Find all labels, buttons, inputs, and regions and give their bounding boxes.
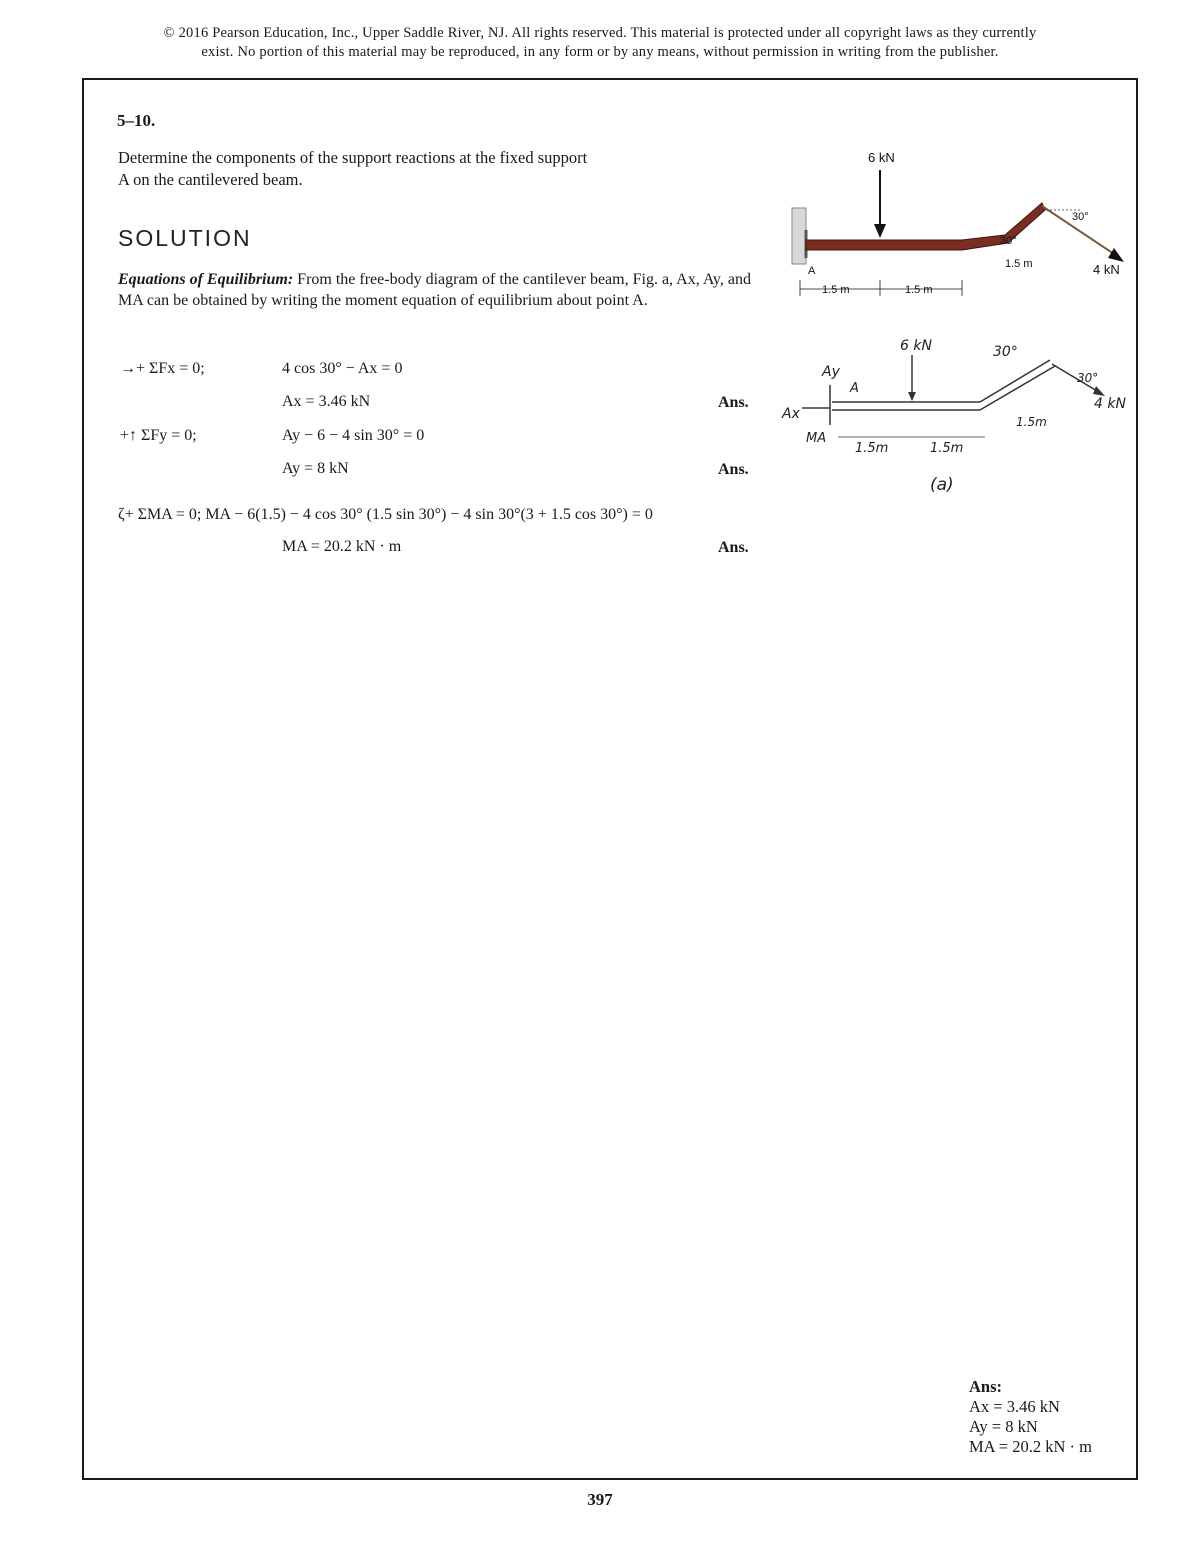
angle-label-2: 30° (1000, 235, 1017, 247)
copyright-line-1: © 2016 Pearson Education, Inc., Upper Saddle River, NJ. All rights reserved. This material is protected under all copyright laws as they currently (163, 25, 1037, 41)
problem-number: 5–10. (117, 111, 156, 130)
fbd-force-6kn-label: 6 kN (900, 338, 932, 354)
ans-label-3: Ans. (718, 539, 749, 556)
solution-text: From the free-body diagram of the cantilever beam, Fig. a, Ax, Ay, and MA can be obtained by writing the moment equation of equilibrium about point A. (118, 271, 751, 309)
solution-paragraph (118, 269, 758, 311)
eq1-result: Ax = 3.46 kN (282, 393, 371, 410)
fbd-point-label: A (850, 381, 859, 396)
force-6kn-arrowhead (874, 224, 886, 238)
fbd-angle-label-2: 30° (1077, 371, 1099, 385)
eq1: 4 cos 30° − Ax = 0 (282, 360, 403, 377)
eq2-label: +↑ ΣFy = 0; (120, 427, 197, 444)
eq3: ζ+ ΣMA = 0; MA − 6(1.5) − 4 cos 30° (1.5 sin 30°) − 4 sin 30°(3 + 1.5 cos 30°) = 0 (118, 506, 653, 523)
beam-figure (780, 140, 1140, 305)
solution-heading: SOLUTION (118, 225, 252, 251)
eq2-result: Ay = 8 kN (282, 460, 349, 477)
support-label: A (808, 265, 816, 277)
fbd-force-6kn-arrowhead (908, 392, 916, 401)
answer-summary-heading: Ans: (969, 1377, 1003, 1396)
force-6kn-label: 6 kN (868, 150, 895, 165)
fbd-dimension-1: 1.5m (855, 441, 889, 456)
answer-summary-line-1: Ax = 3.46 kN (969, 1397, 1060, 1416)
fbd-force-4kn-label: 4 kN (1094, 396, 1126, 412)
force-4kn-label: 4 kN (1093, 262, 1120, 277)
fbd-dimension-2: 1.5m (930, 441, 964, 456)
fbd-ay-label: Ay (822, 364, 840, 380)
ans-label-2: Ans. (718, 461, 749, 478)
fbd-caption: (a) (930, 475, 954, 495)
dimension-label-3: 1.5 m (1005, 258, 1033, 270)
fbd-force-4kn-arrowhead (1093, 386, 1105, 396)
eq2: Ay − 6 − 4 sin 30° = 0 (282, 427, 425, 444)
fixed-wall (792, 208, 806, 264)
page-number: 397 (587, 1490, 613, 1509)
angle-label-1: 30° (1072, 211, 1089, 223)
eq3-result: MA = 20.2 kN · m (282, 538, 402, 555)
fbd-inclined-bottom (980, 366, 1055, 410)
fbd-angle-label-1: 30° (993, 344, 1018, 360)
copyright-line-2: exist. No portion of this material may be reproduced, in any form or by any means, without permission in writing from the publisher. (201, 44, 999, 60)
ans-label-1: Ans. (718, 394, 749, 411)
fbd-ax-label: Ax (782, 406, 800, 422)
solution-lead: Equations of Equilibrium: (118, 271, 294, 288)
free-body-diagram (780, 330, 1140, 500)
force-4kn-arrowhead (1108, 248, 1124, 262)
dimension-label-1: 1.5 m (822, 284, 850, 296)
eq1-label: →+ ΣFx = 0; (120, 360, 205, 377)
problem-statement: Determine the components of the support reactions at the fixed support A on the cantilevered beam. (118, 148, 588, 189)
answer-summary (969, 1377, 1092, 1457)
dimension-label-2: 1.5 m (905, 284, 933, 296)
fbd-dimension-3: 1.5m (1016, 415, 1047, 429)
fbd-ma-label: MA (806, 431, 827, 446)
copyright-notice (60, 24, 1140, 62)
answer-summary-line-2: Ay = 8 kN (969, 1417, 1038, 1436)
answer-summary-line-3: MA = 20.2 kN · m (969, 1437, 1092, 1456)
fbd-inclined-top (980, 360, 1050, 402)
